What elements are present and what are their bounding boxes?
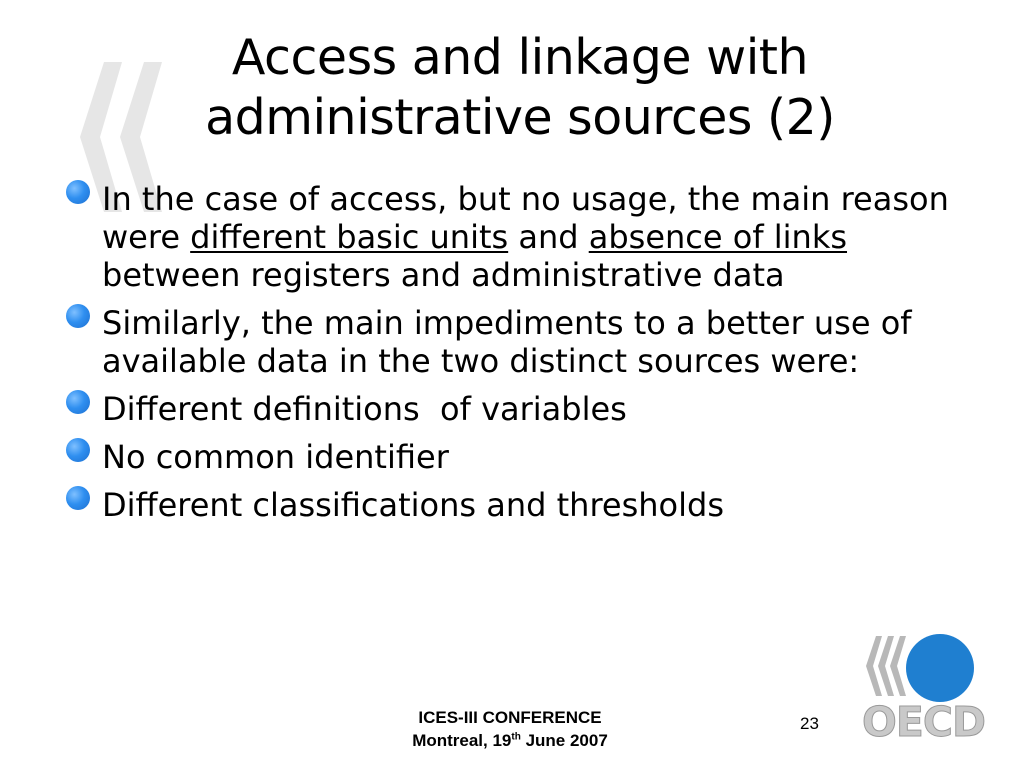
- oecd-logo-mark-icon: [862, 632, 978, 702]
- footer-conference: [360, 706, 660, 752]
- bullet-text: [102, 180, 949, 294]
- bullet-text: No common identifier: [102, 438, 449, 476]
- underlined-term: absence of links: [588, 218, 848, 256]
- slide-title: Access and linkage with administrative sources (2): [205, 29, 835, 146]
- bullet-dot-icon: [66, 304, 90, 328]
- bullet-text: Different definitions of variables: [102, 390, 627, 428]
- bullet-text-segment: and: [508, 218, 589, 256]
- footer-line1: ICES-III CONFERENCE: [418, 708, 602, 727]
- bullet-item: [62, 304, 982, 380]
- bullet-dot-icon: [66, 486, 90, 510]
- bullet-text-segment: between registers and administrative data: [102, 256, 785, 294]
- bullet-dot-icon: [66, 180, 90, 204]
- page-number: 23: [800, 714, 819, 733]
- bullet-text-segment: In the case of access, but no usage, the main reason were: [102, 180, 949, 256]
- oecd-logo: [862, 632, 985, 750]
- footer-date-sup: th: [511, 731, 521, 743]
- bullet-text: Different classifications and thresholds: [102, 486, 724, 524]
- bullet-item: [62, 438, 982, 476]
- bullet-dot-icon: [66, 390, 90, 414]
- oecd-logo-text: OECD: [862, 698, 985, 746]
- underlined-term: different basic units: [190, 218, 509, 256]
- bullet-text: Similarly, the main impediments to a better use of available data in the two distinct sources were:: [102, 304, 932, 380]
- bullet-dot-icon: [66, 438, 90, 462]
- bullet-item: [62, 180, 982, 294]
- footer-date-suffix: June 2007: [520, 731, 608, 750]
- footer-date-prefix: Montreal, 19: [412, 731, 512, 750]
- bullet-list: [62, 180, 982, 534]
- footer-line2: [360, 729, 660, 752]
- bullet-item: [62, 390, 982, 428]
- bullet-item: [62, 486, 982, 524]
